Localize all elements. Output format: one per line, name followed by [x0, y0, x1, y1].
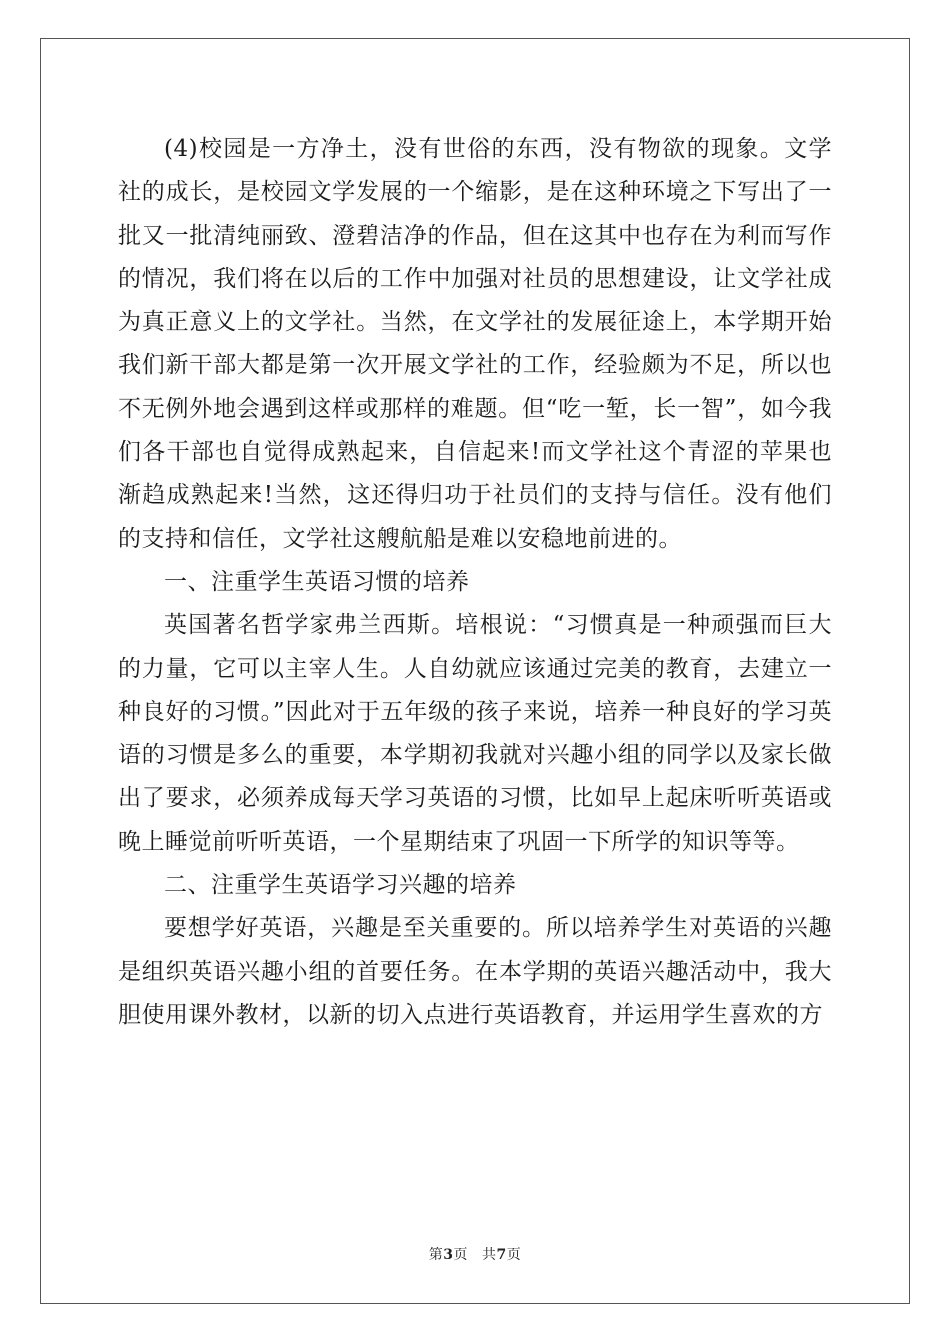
section-heading-english-interest: 二、注重学生英语学习兴趣的培养 — [164, 872, 517, 899]
current-page-number: 3 — [443, 1247, 454, 1263]
page-footer — [0, 1244, 950, 1264]
page-prefix: 第 — [428, 1247, 444, 1263]
document-body — [118, 128, 832, 1037]
page-suffix: 页 — [453, 1247, 468, 1263]
paragraph-campus-literature: (4)校园是一方净土，没有世俗的东西，没有物欲的现象。文学社的成长，是校园文学发展的一个缩影，是在这种环境之下写出了一批又一批清纯丽致、澄碧洁净的作品，但在这其中也存在为利而写作的情况，我们将在以后的工作中加强对社员的思想建设，让文学社成为真正意义上的文学社。当然，在文学社的发展征途上，本学期开始我们新干部大都是第一次开展文学社的工作，经验颇为不足，所以也不无例外地会遇到这样或那样的难题。但“吃一堑，长一智”，如今我们各干部也自觉得成熟起来，自信起来!而文学社这个青涩的苹果也渐趋成熟起来!当然，这还得归功于社员们的支持与信任。没有他们的支持和信任，文学社这艘航船是难以安稳地前进的。 — [118, 136, 832, 552]
section-heading-english-habits: 一、注重学生英语习惯的培养 — [164, 568, 470, 595]
total-suffix: 页 — [506, 1247, 522, 1263]
total-prefix: 共 — [482, 1247, 497, 1263]
paragraph-bacon-quote: 英国著名哲学家弗兰西斯。培根说：“习惯真是一种顽强而巨大的力量，它可以主宰人生。人自幼就应该通过完美的教育，去建立一种良好的习惯。”因此对于五年级的孩子来说，培养一种良好的学习英语的习惯是多么的重要，本学期初我就对兴趣小组的同学以及家长做出了要求，必须养成每天学习英语的习惯，比如早上起床听听英语或晚上睡觉前听听英语，一个星期结束了巩固一下所学的知识等等。 — [118, 612, 832, 855]
paragraph-interest-importance: 要想学好英语，兴趣是至关重要的。所以培养学生对英语的兴趣是组织英语兴趣小组的首要任务。在本学期的英语兴趣活动中，我大胆使用课外教材，以新的切入点进行英语教育，并运用学生喜欢的方 — [118, 915, 832, 1028]
total-pages-number: 7 — [496, 1247, 507, 1263]
